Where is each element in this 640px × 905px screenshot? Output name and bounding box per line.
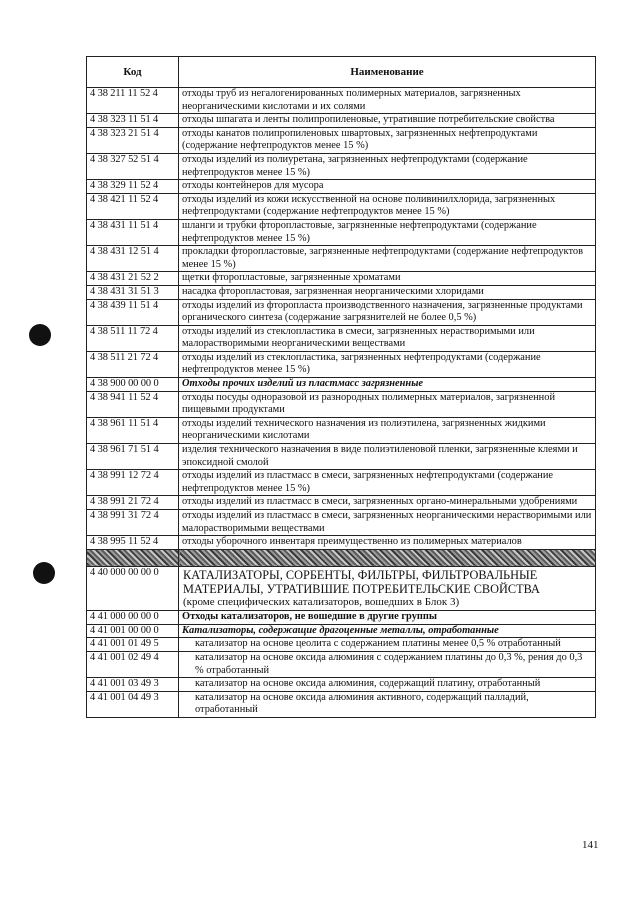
table-row [87, 351, 596, 377]
row-code: 4 38 439 11 51 4 [87, 299, 179, 325]
row-name: отходы изделий из полиуретана, загрязненных нефтепродуктами (содержание нефтепродуктов менее 15 %) [179, 153, 596, 179]
table-row [87, 691, 596, 717]
row-name: катализатор на основе цеолита с содержанием платины менее 0,5 % отработанный [179, 638, 596, 652]
row-code: 4 38 991 31 72 4 [87, 510, 179, 536]
row-code: 4 38 511 11 72 4 [87, 325, 179, 351]
table-row [87, 193, 596, 219]
row-name: отходы изделий из стеклопластика, загрязненных нефтепродуктами (содержание нефтепродуктов менее 15 %) [179, 351, 596, 377]
row-name: катализатор на основе оксида алюминия с содержанием платины до 0,3 %, рения до 0,3 % отработанный [179, 651, 596, 677]
row-code: 4 38 941 11 52 4 [87, 391, 179, 417]
row-code: 4 38 511 21 72 4 [87, 351, 179, 377]
table-row [87, 180, 596, 194]
row-code: 4 38 329 11 52 4 [87, 180, 179, 194]
section-title-text: КАТАЛИЗАТОРЫ, СОРБЕНТЫ, ФИЛЬТРЫ, ФИЛЬТРОВАЛЬНЫЕ МАТЕРИАЛЫ, УТРАТИВШИЕ ПОТРЕБИТЕЛЬСКИЕ СВОЙСТВА [183, 567, 540, 596]
punch-hole [29, 324, 51, 346]
table-header-row [87, 57, 596, 88]
table-row [87, 285, 596, 299]
row-code: 4 38 961 11 51 4 [87, 417, 179, 443]
row-name: отходы изделий из стеклопластика в смеси, загрязненных нерастворимыми или малорастворимыми неорганическими веществами [179, 325, 596, 351]
row-name: шланги и трубки фторопластовые, загрязненные нефтепродуктами (содержание нефтепродуктов менее 15 %) [179, 219, 596, 245]
row-name: прокладки фторопластовые, загрязненные нефтепродуктами (содержание нефтепродуктов менее 15 %) [179, 246, 596, 272]
row-code: 4 38 431 11 51 4 [87, 219, 179, 245]
row-code: 4 41 001 02 49 4 [87, 651, 179, 677]
row-code: 4 38 995 11 52 4 [87, 536, 179, 550]
row-code: 4 38 431 12 51 4 [87, 246, 179, 272]
row-name: Отходы прочих изделий из пластмасс загрязненные [179, 378, 596, 392]
row-name: отходы изделий из пластмасс в смеси, загрязненных нефтепродуктами (содержание нефтепродуктов менее 15 %) [179, 470, 596, 496]
table-row [87, 378, 596, 392]
row-code: 4 41 001 03 49 3 [87, 678, 179, 692]
table-row [87, 470, 596, 496]
header-name: Наименование [179, 57, 596, 88]
table-row [87, 391, 596, 417]
row-name: насадка фторопластовая, загрязненная неорганическими хлоридами [179, 285, 596, 299]
row-code: 4 38 961 71 51 4 [87, 444, 179, 470]
table-row [87, 651, 596, 677]
row-name: отходы изделий технического назначения из полиэтилена, загрязненных жидкими неорганическими кислотами [179, 417, 596, 443]
row-code: 4 41 001 01 49 5 [87, 638, 179, 652]
table-row [87, 127, 596, 153]
row-code: 4 41 001 04 49 3 [87, 691, 179, 717]
table-row [87, 325, 596, 351]
section-divider [87, 549, 596, 566]
row-code: 4 38 323 11 51 4 [87, 114, 179, 128]
row-name: отходы уборочного инвентаря преимущественно из полимерных материалов [179, 536, 596, 550]
row-name: катализатор на основе оксида алюминия, содержащий платину, отработанный [179, 678, 596, 692]
row-name: отходы изделий из пластмасс в смеси, загрязненных органо-минеральными удобрениями [179, 496, 596, 510]
table-row [87, 153, 596, 179]
row-name: отходы контейнеров для мусора [179, 180, 596, 194]
table-row [87, 536, 596, 550]
row-code: 4 38 900 00 00 0 [87, 378, 179, 392]
row-code: 4 41 001 00 00 0 [87, 624, 179, 638]
row-name: отходы изделий из фторопласта производственного назначения, загрязненные продуктами органического синтеза (содержание загрязнителей не более 0,5 %) [179, 299, 596, 325]
table-row [87, 246, 596, 272]
table-row [87, 299, 596, 325]
row-code: 4 38 431 31 51 3 [87, 285, 179, 299]
row-name: изделия технического назначения в виде полиэтиленовой пленки, загрязненные клеями и эпоксидной смолой [179, 444, 596, 470]
row-code: 4 41 000 00 00 0 [87, 611, 179, 625]
row-name: щетки фторопластовые, загрязненные хроматами [179, 272, 596, 286]
waste-code-table [86, 56, 596, 718]
table-row [87, 678, 596, 692]
page-number: 141 [582, 839, 599, 851]
row-code: 4 38 421 11 52 4 [87, 193, 179, 219]
table-row [87, 417, 596, 443]
table-row [87, 496, 596, 510]
table-row [87, 510, 596, 536]
row-code: 4 38 327 52 51 4 [87, 153, 179, 179]
header-code: Код [87, 57, 179, 88]
row-name: катализатор на основе оксида алюминия активного, содержащий палладий, отработанный [179, 691, 596, 717]
table-row [87, 272, 596, 286]
row-code: 4 38 431 21 52 2 [87, 272, 179, 286]
table-row [87, 624, 596, 638]
row-name: отходы изделий из кожи искусственной на основе поливинилхлорида, загрязненных нефтепродуктами (содержание нефтепродуктов менее 15 %) [179, 193, 596, 219]
row-code: 4 38 323 21 51 4 [87, 127, 179, 153]
section-title [179, 566, 596, 610]
row-code: 4 38 991 21 72 4 [87, 496, 179, 510]
section-row [87, 566, 596, 610]
row-code: 4 38 991 12 72 4 [87, 470, 179, 496]
table-row [87, 114, 596, 128]
row-name: Катализаторы, содержащие драгоценные металлы, отработанные [179, 624, 596, 638]
table-row [87, 444, 596, 470]
section-subtitle: (кроме специфических катализаторов, вошедших в Блок 3) [183, 596, 460, 609]
section-code: 4 40 000 00 00 0 [87, 566, 179, 610]
row-name: отходы канатов полипропиленовых швартовых, загрязненных нефтепродуктами (содержание нефтепродуктов менее 15 %) [179, 127, 596, 153]
row-name: отходы изделий из пластмасс в смеси, загрязненных неорганическими нерастворимыми или малорастворимыми веществами [179, 510, 596, 536]
table-row [87, 88, 596, 114]
row-code: 4 38 211 11 52 4 [87, 88, 179, 114]
row-name: Отходы катализаторов, не вошедшие в другие группы [179, 611, 596, 625]
table-row [87, 611, 596, 625]
row-name: отходы труб из негалогенированных полимерных материалов, загрязненных неорганическими кислотами и их солями [179, 88, 596, 114]
table-row [87, 219, 596, 245]
row-name: отходы посуды одноразовой из разнородных полимерных материалов, загрязненной пищевыми продуктами [179, 391, 596, 417]
row-name: отходы шпагата и ленты полипропиленовые, утратившие потребительские свойства [179, 114, 596, 128]
table-row [87, 638, 596, 652]
punch-hole [33, 562, 55, 584]
